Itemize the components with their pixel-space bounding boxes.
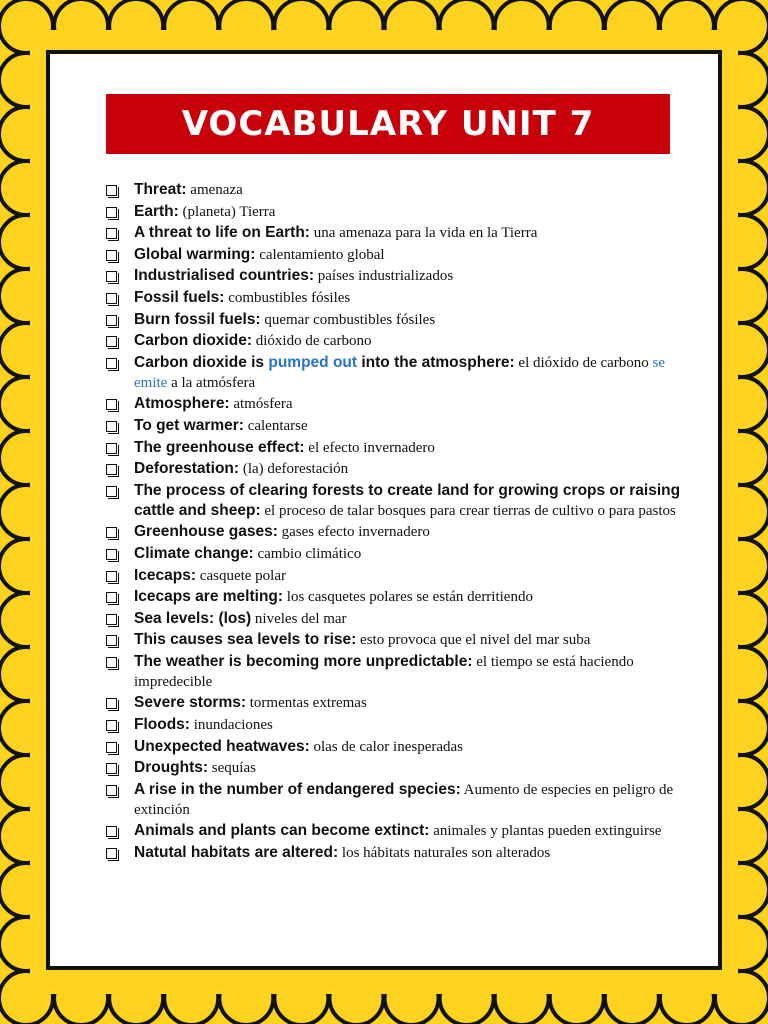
term: The weather is becoming more unpredictable: [134, 652, 473, 670]
checkbox-icon[interactable] [106, 486, 117, 497]
list-item [104, 331, 700, 351]
checkbox-icon[interactable] [106, 185, 117, 196]
checkbox-icon[interactable] [106, 358, 117, 369]
definition: animales y plantas pueden extinguirse [429, 823, 662, 840]
checkbox-icon[interactable] [106, 271, 117, 282]
term: To get warmer: [134, 416, 244, 434]
list-item [104, 566, 700, 586]
list-item [104, 416, 700, 436]
definition: Aumento de especies en peligro de extinción [134, 781, 674, 818]
term: Sea levels: (los) [134, 609, 252, 627]
term: Industrialised countries: [134, 267, 315, 285]
list-item [104, 180, 700, 200]
checkbox-icon[interactable] [106, 336, 117, 347]
term: Icecaps are melting: [134, 588, 284, 606]
list-item [104, 715, 700, 735]
checkbox-icon[interactable] [106, 635, 117, 646]
definition: el proceso de talar bosques para crear tierras de cultivo o para pastos [260, 502, 676, 519]
definition: el tiempo se está haciendo impredecible [134, 653, 634, 690]
checkbox-icon[interactable] [106, 657, 117, 668]
checkbox-icon[interactable] [106, 826, 117, 837]
term: Burn fossil fuels: [134, 310, 261, 328]
definition: (la) deforestación [239, 461, 349, 478]
checkbox-icon[interactable] [106, 228, 117, 239]
list-item [104, 202, 700, 222]
term: Deforestation: [134, 460, 240, 478]
checkbox-icon[interactable] [106, 571, 117, 582]
list-item [104, 481, 700, 521]
vocabulary-list [104, 180, 700, 865]
list-item [104, 780, 700, 820]
checkbox-icon[interactable] [106, 293, 117, 304]
term: The greenhouse effect: [134, 438, 305, 456]
definition: amenaza [186, 182, 243, 198]
definition: olas de calor inesperadas [309, 738, 464, 755]
definition: (planeta) Tierra [178, 203, 276, 220]
term-part: Carbon dioxide is [134, 353, 269, 371]
checkbox-icon[interactable] [106, 421, 117, 432]
list-item [104, 394, 700, 414]
definition: combustibles fósiles [224, 289, 351, 306]
list-item [104, 693, 700, 713]
definition: calentamiento global [255, 246, 385, 263]
checkbox-icon[interactable] [106, 592, 117, 603]
checkbox-icon[interactable] [106, 464, 117, 475]
list-item [104, 522, 700, 542]
checkbox-icon[interactable] [106, 720, 117, 731]
term: The process of clearing forests to create land for growing crops or raising cattle and sheep: [134, 481, 681, 519]
term: Greenhouse gases: [134, 523, 278, 541]
definition: los casquetes polares se están derritiendo [283, 589, 533, 606]
list-item [104, 758, 700, 778]
term [134, 354, 515, 371]
list-item [104, 223, 700, 243]
definition: calentarse [243, 417, 308, 434]
definition: quemar combustibles fósiles [260, 311, 436, 328]
list-item [104, 609, 700, 629]
term-highlight: pumped out [268, 353, 358, 371]
def-part: a la atmósfera [167, 374, 256, 391]
definition: inundaciones [189, 717, 273, 734]
checkbox-icon[interactable] [106, 527, 117, 538]
checkbox-icon[interactable] [106, 207, 117, 218]
term: Animals and plants can become extinct: [134, 822, 430, 840]
list-item [104, 737, 700, 757]
page-title: VOCABULARY UNIT 7 [106, 94, 670, 154]
list-item [104, 353, 700, 393]
term: Earth: [134, 202, 179, 220]
term: Fossil fuels: [134, 288, 225, 306]
term: Floods: [134, 716, 190, 734]
term: Natutal habitats are altered: [134, 844, 339, 862]
list-item [104, 587, 700, 607]
definition: atmósfera [229, 396, 293, 413]
definition: los hábitats naturales son alterados [338, 845, 551, 862]
list-item [104, 652, 700, 692]
term: This causes sea levels to rise: [134, 631, 357, 649]
term: Severe storms: [134, 694, 247, 712]
term-part: into the atmosphere: [357, 353, 515, 371]
checkbox-icon[interactable] [106, 399, 117, 410]
worksheet-page [46, 50, 722, 970]
list-item [104, 459, 700, 479]
list-item [104, 245, 700, 265]
list-item [104, 288, 700, 308]
checkbox-icon[interactable] [106, 614, 117, 625]
checkbox-icon[interactable] [106, 742, 117, 753]
term: A threat to life on Earth: [134, 224, 310, 242]
list-item [104, 821, 700, 841]
checkbox-icon[interactable] [106, 763, 117, 774]
checkbox-icon[interactable] [106, 443, 117, 454]
definition: gases efecto invernadero [277, 524, 430, 541]
checkbox-icon[interactable] [106, 315, 117, 326]
checkbox-icon[interactable] [106, 549, 117, 560]
definition: países industrializados [314, 268, 454, 285]
definition: esto provoca que el nivel del mar suba [356, 632, 591, 649]
list-item [104, 438, 700, 458]
term: A rise in the number of endangered species: [134, 780, 461, 798]
definition: tormentas extremas [246, 695, 367, 712]
def-highlight: se emite [134, 354, 666, 391]
list-item [104, 266, 700, 286]
term: Climate change: [134, 544, 254, 562]
definition: cambio climático [253, 545, 362, 562]
list-item [104, 310, 700, 330]
definition: sequías [208, 760, 256, 777]
checkbox-icon[interactable] [106, 250, 117, 261]
definition: casquete polar [196, 567, 287, 584]
term: Unexpected heatwaves: [134, 737, 310, 755]
list-item [104, 630, 700, 650]
term: Atmosphere: [134, 395, 230, 413]
term: Icecaps: [134, 566, 197, 584]
checkbox-icon[interactable] [106, 698, 117, 709]
term: Global warming: [134, 245, 256, 263]
definition: el efecto invernadero [304, 439, 435, 456]
term: Threat: [134, 181, 187, 198]
checkbox-icon[interactable] [106, 785, 117, 796]
term: Carbon dioxide: [134, 332, 252, 350]
def-part: el dióxido de carbono [514, 354, 653, 371]
definition: una amenaza para la vida en la Tierra [309, 225, 538, 242]
term: Droughts: [134, 759, 209, 777]
list-item [104, 843, 700, 863]
checkbox-icon[interactable] [106, 848, 117, 859]
list-item [104, 544, 700, 564]
definition: dióxido de carbono [251, 333, 372, 350]
definition: niveles del mar [251, 610, 347, 627]
